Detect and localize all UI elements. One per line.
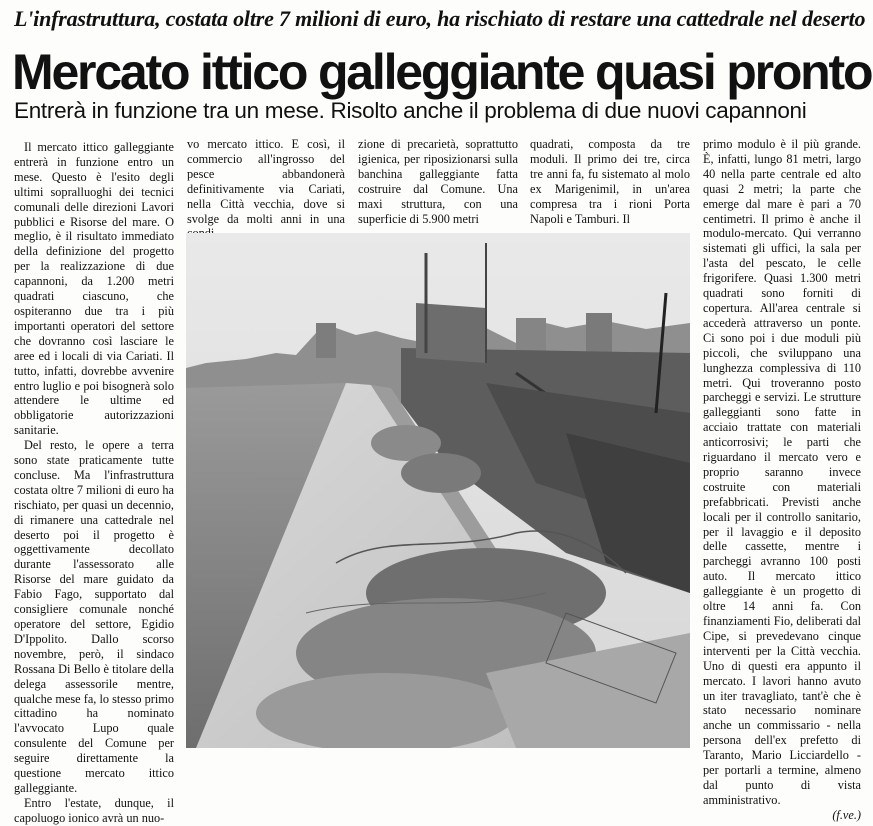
paragraph: quadrati, composta da tre moduli. Il primo dei tre, circa tre anni fa, fu sistemato al molo ex Marigenimil, in un'area compresa tra i rioni Porta Napoli e Tamburi. Il [530,137,690,226]
article-column-1 [14,140,174,825]
paragraph: Il mercato ittico galleggiante entrerà in funzione entro un mese. Questo è l'esito degli ultimi sopralluoghi dei tecnici comunali delle direzioni Lavori pubblici e Risorse del mare. O meglio, è il risultato immediato della definizione del progetto per la realizzazione di due capannoni, da 1.200 metri quadrati ciascuno, che ospiteranno due tra i più importanti operatori del settore che dovranno così lasciare le aree ed i locali di via Cariati. Il tutto, infatti, dovrebbe avvenire entro luglio e poi bisognerà solo attendere le ultime ed obbligatorie autorizzazioni sanitarie. [14,140,174,438]
article-column-4 [530,137,690,237]
harbor-photo-image [186,233,690,748]
paragraph: primo modulo è il più grande. È, infatti, lungo 81 metri, largo 40 nella parte centrale ed alto quasi 2 metri; la parte che emerge dal mare è pari a 70 centimetri. Il primo è anche il modulo-mercato. Qui verranno sistemati gli uffici, la sala per l'asta del pescato, le celle frigorifere. Quasi 1.300 metri quadrati sono forniti di copertura. All'area centrale si accederà attraverso un ponte. Ci sono poi i due moduli più piccoli, che sviluppano una lunghezza complessiva di 110 metri. Qui troveranno posto parcheggi e servizi. Le strutture galleggianti sono fatte in acciaio trattate con materiali anticorrosivi; le parti che riguardano il mercato vero e proprio saranno invece costruite con materiali prefabbricati. Previsti anche locali per il controllo sanitario, per il lavaggio e il deposito delle cassette, mentre i parcheggi avranno 100 posti auto. Il mercato ittico galleggiante è un progetto di oltre 14 anni fa. Con finanziamenti Fio, deliberati dal Cipe, si prevedevano cinque interventi per la Città vecchia. Uno di questi era appunto il mercato. I lavori hanno avuto un iter travagliato, tant'è che è stato necessario nominare anche un commissario - nella persona dell'ex prefetto di Taranto, Mario Licciardello - per portarli a termine, almeno dal punto di vista amministrativo. [703,137,861,807]
article-column-3 [358,137,518,237]
paragraph: zione di precarietà, soprattutto igienica, per riposizionarsi sulla banchina galleggiante fatta costruire dal Comune. Una maxi struttura, con una superficie di 5.900 metri [358,137,518,226]
paragraph: Del resto, le opere a terra sono state praticamente tutte concluse. Ma l'infrastruttura costata oltre 7 milioni di euro ha rischiato, per quasi un decennio, di rimanere una cattedrale nel deserto poi il progetto è oggettivamente decollato durante l'assessorato alle Risorse del mare guidato da Fabio Fago, supportato dal consigliere comunale nonché operatore del settore, Egidio D'Ippolito. Dallo scorso novembre, però, il sindaco Rossana Di Bello è titolare della delega assessorile mentre, qualche mese fa, lo stesso primo cittadino ha nominato l'avvocato Lupo quale consulente del Comune per seguire direttamente la questione mercato ittico galleggiante. [14,438,174,795]
article-column-5 [703,137,861,822]
headline: Mercato ittico galleggiante quasi pronto [12,44,872,100]
deck-subtitle: Entrerà in funzione tra un mese. Risolto anche il problema di due nuovi capannoni [14,98,807,123]
kicker: L'infrastruttura, costata oltre 7 milioni di euro, ha rischiato di restare una cattedrale nel deserto [14,6,866,31]
harbor-photo [186,233,690,748]
article-column-2 [187,137,345,237]
paragraph: vo mercato ittico. E così, il commercio all'ingrosso del pesce abbandonerà definitivamente via Cariati, nella Città vecchia, dove si svolge da molti anni in una [187,137,345,226]
paragraph: Entro l'estate, dunque, il capoluogo ionico avrà un nuo- [14,795,174,825]
byline: (f.ve.) [832,807,861,822]
